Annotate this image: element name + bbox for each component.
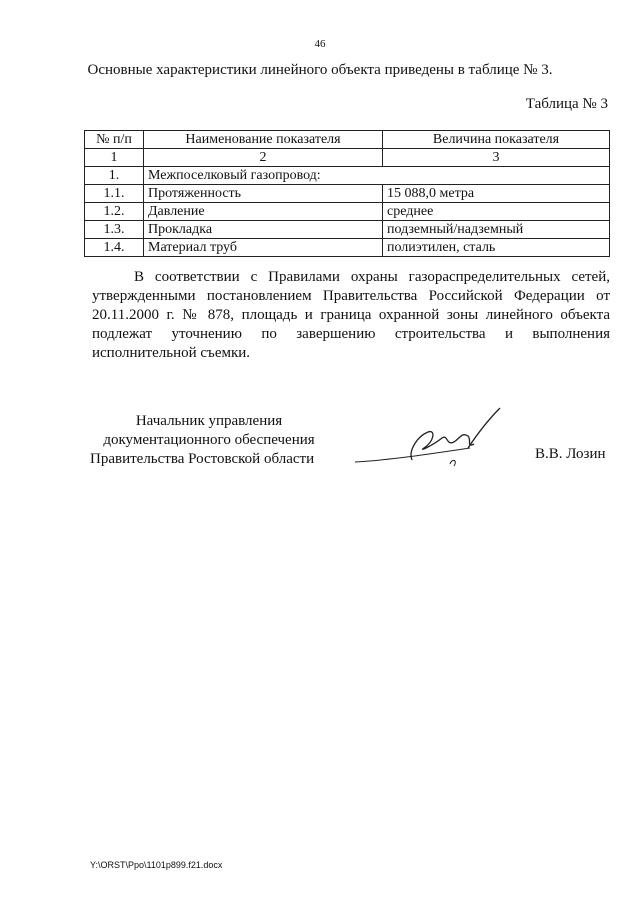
index-cell: 1 <box>85 149 144 167</box>
row-name: Давление <box>144 203 383 221</box>
row-value: среднее <box>383 203 610 221</box>
table-row <box>85 203 610 221</box>
row-value: полиэтилен, сталь <box>383 239 610 257</box>
row-number: 1.4. <box>85 239 144 257</box>
row-value: подземный/надземный <box>383 221 610 239</box>
signer-title-line: документационного обеспечения <box>103 432 315 448</box>
section-number: 1. <box>85 167 144 185</box>
header-indicator-name: Наименование показателя <box>144 131 383 149</box>
handwritten-signature <box>350 402 510 472</box>
body-paragraph: В соответствии с Правилами охраны газораспределительных сетей, утвержденными постановлением Правительства Российской Федерации от 20.11.2000 г. № 878, площадь и граница охранной зоны линейного объекта подлежат уточнению по завершению строительства и выполнения исполнительной съемки. <box>92 269 610 361</box>
table-row <box>85 221 610 239</box>
table-row <box>85 185 610 203</box>
index-cell: 2 <box>144 149 383 167</box>
row-name: Протяженность <box>144 185 383 203</box>
row-number: 1.3. <box>85 221 144 239</box>
signer-title-line: Правительства Ростовской области <box>90 451 315 467</box>
row-value: 15 088,0 метра <box>383 185 610 203</box>
table-header-row <box>85 131 610 149</box>
table-row <box>85 239 610 257</box>
row-number: 1.1. <box>85 185 144 203</box>
table-label: Таблица № 3 <box>525 96 608 112</box>
intro-text: Основные характеристики линейного объекта приведены в таблице № 3. <box>87 62 553 78</box>
index-cell: 3 <box>383 149 610 167</box>
header-number: № п/п <box>85 131 144 149</box>
row-name: Материал труб <box>144 239 383 257</box>
header-indicator-value: Величина показателя <box>383 131 610 149</box>
footer-file-path: Y:\ORST\Ppo\1101p899.f21.docx <box>90 860 223 870</box>
signer-title <box>90 412 324 469</box>
page-number: 46 <box>314 38 326 50</box>
characteristics-table <box>84 130 610 257</box>
table-section-row <box>85 167 610 185</box>
signer-title-line: Начальник управления <box>135 413 283 429</box>
section-name: Межпоселковый газопровод: <box>144 167 610 185</box>
row-name: Прокладка <box>144 221 383 239</box>
table-index-row <box>85 149 610 167</box>
row-number: 1.2. <box>85 203 144 221</box>
signer-name: В.В. Лозин <box>535 446 606 462</box>
